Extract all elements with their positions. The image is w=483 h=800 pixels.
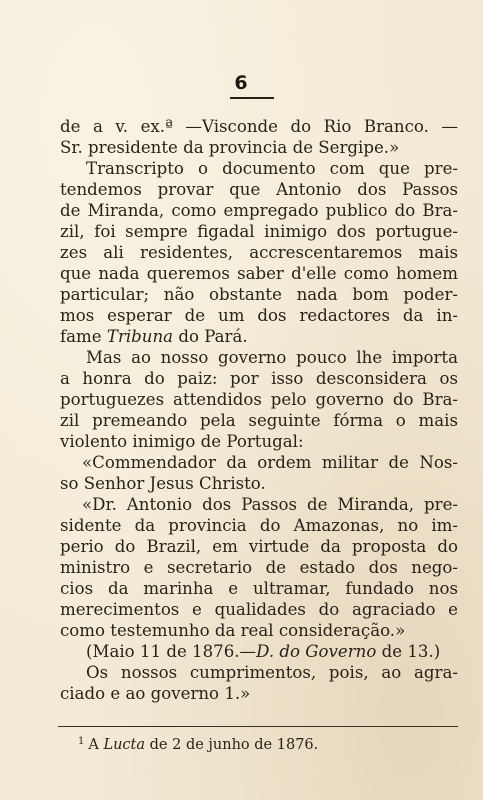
text-line: Os nossos cumprimentos, pois, ao agra- [86, 663, 458, 682]
text-line: particular; não obstante nada bom poder- [60, 285, 458, 304]
text-line: Sr. presidente da provincia de Sergipe.» [60, 138, 400, 157]
text-line: so Senhor Jesus Christo. [60, 474, 266, 493]
text-line: de a v. ex.ª —Visconde do Rio Branco. — [60, 117, 458, 136]
text-line: tendemos provar que Antonio dos Passos [60, 180, 458, 199]
text-line: merecimentos e qualidades do agraciado e [60, 600, 458, 619]
text-line: «Dr. Antonio dos Passos de Miranda, pre- [82, 495, 458, 514]
text-line: a honra do paiz: por isso desconsidera os [60, 369, 458, 388]
text-line: zil premeando pela seguinte fórma o mais [60, 411, 458, 430]
text-line: mos esperar de um dos redactores da in- [60, 306, 458, 325]
body-text [60, 116, 458, 704]
page-number: 6 [234, 72, 249, 94]
text-line: Transcripto o documento com que pre- [86, 159, 458, 178]
footnote-reference[interactable]: 1 [224, 684, 235, 703]
text-fragment: de 13.) [376, 642, 441, 661]
text-line: cios da marinha e ultramar, fundado nos [60, 579, 458, 598]
text-fragment: A [88, 737, 104, 753]
text-line [60, 326, 458, 347]
text-line [60, 641, 458, 662]
text-fragment: de 2 de junho de 1876. [145, 737, 319, 753]
text-line [60, 683, 458, 704]
text-line: violento inimigo de Portugal: [60, 432, 304, 451]
text-line: perio do Brazil, em virtude da proposta do [60, 537, 458, 556]
text-line: que nada queremos saber d'elle como homem [60, 264, 458, 283]
text-line: Mas ao nosso governo pouco lhe importa [86, 348, 458, 367]
footnote-marker: 1 [78, 736, 85, 747]
text-line: «Commendador da ordem militar de Nos- [82, 453, 458, 472]
text-fragment: fame [60, 327, 107, 346]
text-fragment: .» [234, 684, 251, 703]
text-line: de Miranda, como empregado publico do Bra- [60, 201, 458, 220]
publication-title: D. do Governo [256, 642, 377, 661]
text-fragment: ciado e ao governo [60, 684, 225, 703]
text-line: ministro e secretario de estado dos nego- [60, 558, 458, 577]
text-line: zes ali residentes, accrescentaremos mais [60, 243, 458, 262]
text-line: como testemunho da real consideração.» [60, 621, 406, 640]
newspaper-title: Tribuna [106, 327, 174, 346]
text-line: sidente da provincia do Amazonas, no im- [60, 516, 458, 535]
text-fragment: (Maio 11 de 1876.— [86, 642, 257, 661]
text-line: portuguezes attendidos pelo governo do Bra- [60, 390, 458, 409]
footnote-rule [58, 726, 458, 727]
footnote [78, 736, 318, 754]
text-line: zil, foi sempre figadal inimigo dos portugue- [60, 222, 458, 241]
newspaper-title: Lucta [103, 737, 146, 753]
text-fragment: do Pará. [173, 327, 248, 346]
page-number-rule [230, 97, 274, 99]
